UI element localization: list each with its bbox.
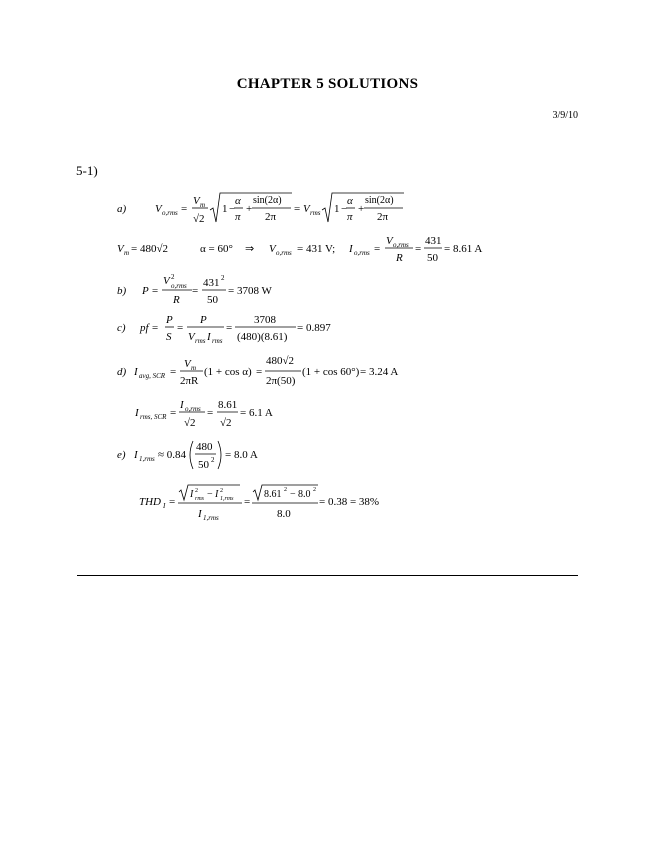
num-480: 480 bbox=[196, 441, 213, 453]
den-50-squared: 2 bbox=[211, 456, 215, 464]
one-term: 1 bbox=[222, 203, 228, 215]
num-480-sqrt2: 480√2 bbox=[266, 355, 295, 367]
part-c-label: c) bbox=[117, 322, 126, 334]
i-rms-sub: rms bbox=[212, 337, 223, 345]
equals-sign: = bbox=[226, 322, 233, 334]
power-result: = 3708 W bbox=[228, 285, 272, 297]
thd-denominator-sub: 1,rms bbox=[203, 514, 219, 522]
pi-denominator: π bbox=[347, 211, 353, 223]
num-431: 431 bbox=[425, 235, 442, 247]
i-avg-symbol: I bbox=[134, 366, 138, 378]
v-subscript: o,rms bbox=[171, 282, 187, 290]
pf-symbol: pf = bbox=[140, 322, 159, 334]
i-rms-subscript: rms, SCR bbox=[140, 413, 167, 421]
i-rms-result: = 6.1 A bbox=[240, 407, 273, 419]
v-rms-sub: rms bbox=[195, 337, 206, 345]
equals-sign: = bbox=[415, 243, 422, 255]
vo-rms-value: = 431 V; bbox=[297, 243, 336, 255]
den-2pi-50: 2π(50) bbox=[266, 375, 296, 387]
i-avg-subscript: avg, SCR bbox=[139, 372, 166, 380]
plus-sign: + bbox=[358, 203, 365, 215]
thd-subscript: I bbox=[163, 502, 166, 510]
equals-sign: = bbox=[256, 366, 263, 378]
den-80: 8.0 bbox=[277, 508, 291, 520]
problem-number: 5-1) bbox=[76, 163, 98, 178]
vo-rms-num-subscript: o,rms bbox=[393, 241, 409, 249]
thd-denominator: I bbox=[198, 508, 202, 520]
superscript-2: 2 bbox=[313, 487, 316, 493]
vo-rms-numerator: V bbox=[386, 235, 393, 247]
i-rms-symbol: I bbox=[135, 407, 139, 419]
vm-numerator: V bbox=[184, 358, 191, 370]
alpha-numerator: α bbox=[347, 195, 353, 207]
equals-sign: = bbox=[169, 496, 176, 508]
den-50: 50 bbox=[198, 459, 209, 471]
r-denominator: R bbox=[396, 252, 403, 264]
superscript-2: 2 bbox=[220, 488, 223, 494]
v-numerator: V bbox=[163, 275, 170, 287]
implies-arrow: ⇒ bbox=[245, 243, 255, 255]
minus-sign: − bbox=[341, 203, 348, 215]
i-rms-denominator: I bbox=[207, 331, 211, 343]
equation-a-line2 bbox=[117, 235, 482, 264]
equals-sign: = bbox=[374, 243, 381, 255]
approx-084: ≈ 0.84 bbox=[158, 449, 187, 461]
superscript-2: 2 bbox=[284, 487, 287, 493]
num-861: 8.61 bbox=[218, 399, 238, 411]
part-a-label: a) bbox=[117, 203, 127, 215]
den-50: 50 bbox=[427, 252, 438, 264]
i1-rms-result: = 8.0 A bbox=[225, 449, 258, 461]
equation-d-line1 bbox=[117, 355, 398, 387]
part-d-label: d) bbox=[117, 366, 127, 378]
minus-sign: − bbox=[207, 489, 213, 500]
vm-numerator: V bbox=[193, 195, 200, 207]
num-861: 8.61 bbox=[264, 489, 282, 500]
horizontal-rule bbox=[77, 575, 578, 576]
one-plus-cos-alpha: (1 + cos α) bbox=[204, 366, 252, 378]
v-rms-subscript: rms bbox=[310, 209, 321, 217]
p-numerator-2: P bbox=[200, 314, 207, 326]
part-b-label: b) bbox=[117, 285, 127, 297]
v-rms-symbol: V bbox=[303, 203, 310, 215]
alpha-value: α = 60° bbox=[200, 243, 233, 255]
equals-sign: = bbox=[244, 496, 251, 508]
equals-sign: = bbox=[181, 203, 188, 215]
left-paren bbox=[190, 441, 193, 469]
thd-symbol: THD bbox=[139, 496, 162, 508]
equals-sign: = bbox=[192, 285, 199, 297]
equation-e-line2 bbox=[139, 485, 379, 522]
io-rms-symbol: I bbox=[349, 243, 353, 255]
i1-rms-subscript: 1,rms bbox=[139, 455, 155, 463]
equation-c bbox=[117, 314, 331, 345]
document-title: CHAPTER 5 SOLUTIONS bbox=[236, 76, 419, 92]
den-50: 50 bbox=[207, 294, 218, 306]
one-term: 1 bbox=[334, 203, 340, 215]
equals-sign: = bbox=[294, 203, 301, 215]
pf-result: = 0.897 bbox=[297, 322, 331, 334]
equation-a-line1 bbox=[117, 193, 404, 225]
superscript-2: 2 bbox=[195, 488, 198, 494]
subscript-rms: rms bbox=[195, 496, 205, 502]
sqrt2-denominator: √2 bbox=[220, 417, 232, 429]
vm-subscript: m bbox=[200, 201, 206, 209]
right-paren bbox=[218, 441, 221, 469]
pi-denominator: π bbox=[235, 211, 241, 223]
num-431: 431 bbox=[203, 277, 220, 289]
thd-result: = 0.38 = 38% bbox=[319, 496, 380, 508]
num-431-squared: 2 bbox=[221, 274, 225, 282]
two-pi-denominator: 2π bbox=[265, 211, 277, 223]
alpha-numerator: α bbox=[235, 195, 241, 207]
one-plus-cos-60: (1 + cos 60°) bbox=[302, 366, 360, 378]
i1-rms-symbol: I bbox=[134, 449, 138, 461]
num-80: 8.0 bbox=[298, 489, 311, 500]
s-denominator: S bbox=[166, 331, 172, 343]
vm-subscript: m bbox=[191, 364, 197, 372]
vm-symbol: V bbox=[117, 243, 124, 255]
vm-subscript: m bbox=[124, 249, 130, 257]
den-480-861: (480)(8.61) bbox=[237, 331, 288, 343]
sin2a-numerator: sin(2α) bbox=[253, 195, 282, 206]
r-denominator: R bbox=[173, 294, 180, 306]
two-pi-r-denominator: 2πR bbox=[180, 375, 199, 387]
equation-d-line2 bbox=[134, 399, 273, 429]
minus-sign: − bbox=[229, 203, 236, 215]
sqrt2-denominator: √2 bbox=[193, 213, 205, 225]
equals-sign: = bbox=[170, 407, 177, 419]
vo-rms-subscript: o,rms bbox=[162, 209, 178, 217]
equation-e-line1 bbox=[117, 441, 258, 471]
subscript-1rms: 1,rms bbox=[220, 496, 234, 502]
v-rms-denominator: V bbox=[188, 331, 195, 343]
document-date: 3/9/10 bbox=[552, 110, 578, 121]
vo-rms-symbol: V bbox=[155, 203, 162, 215]
part-e-label: e) bbox=[117, 449, 126, 461]
equals-sign: = bbox=[177, 322, 184, 334]
equals-sign: = bbox=[207, 407, 214, 419]
minus-sign: − bbox=[290, 489, 296, 500]
io-rms-numerator: I bbox=[180, 399, 184, 411]
equals-sign: = bbox=[170, 366, 177, 378]
num-3708: 3708 bbox=[254, 314, 276, 326]
i-avg-result: = 3.24 A bbox=[360, 366, 399, 378]
equation-b bbox=[117, 273, 273, 306]
two-pi-denominator: 2π bbox=[377, 211, 389, 223]
p-symbol: P = bbox=[142, 285, 159, 297]
io-rms-num-sub: o,rms bbox=[185, 405, 201, 413]
sqrt2-denominator: √2 bbox=[184, 417, 196, 429]
io-rms-result: = 8.61 A bbox=[444, 243, 483, 255]
plus-sign: + bbox=[246, 203, 253, 215]
vo-rms-symbol: V bbox=[269, 243, 276, 255]
thd-numerator: I bbox=[190, 489, 194, 500]
vo-rms-subscript: o,rms bbox=[276, 249, 292, 257]
sin2a-numerator: sin(2α) bbox=[365, 195, 394, 206]
v-squared: 2 bbox=[171, 273, 175, 281]
p-numerator: P bbox=[166, 314, 173, 326]
io-rms-subscript: o,rms bbox=[354, 249, 370, 257]
vm-value: = 480√2 bbox=[131, 243, 168, 255]
thd-numerator-i1: I bbox=[215, 489, 219, 500]
